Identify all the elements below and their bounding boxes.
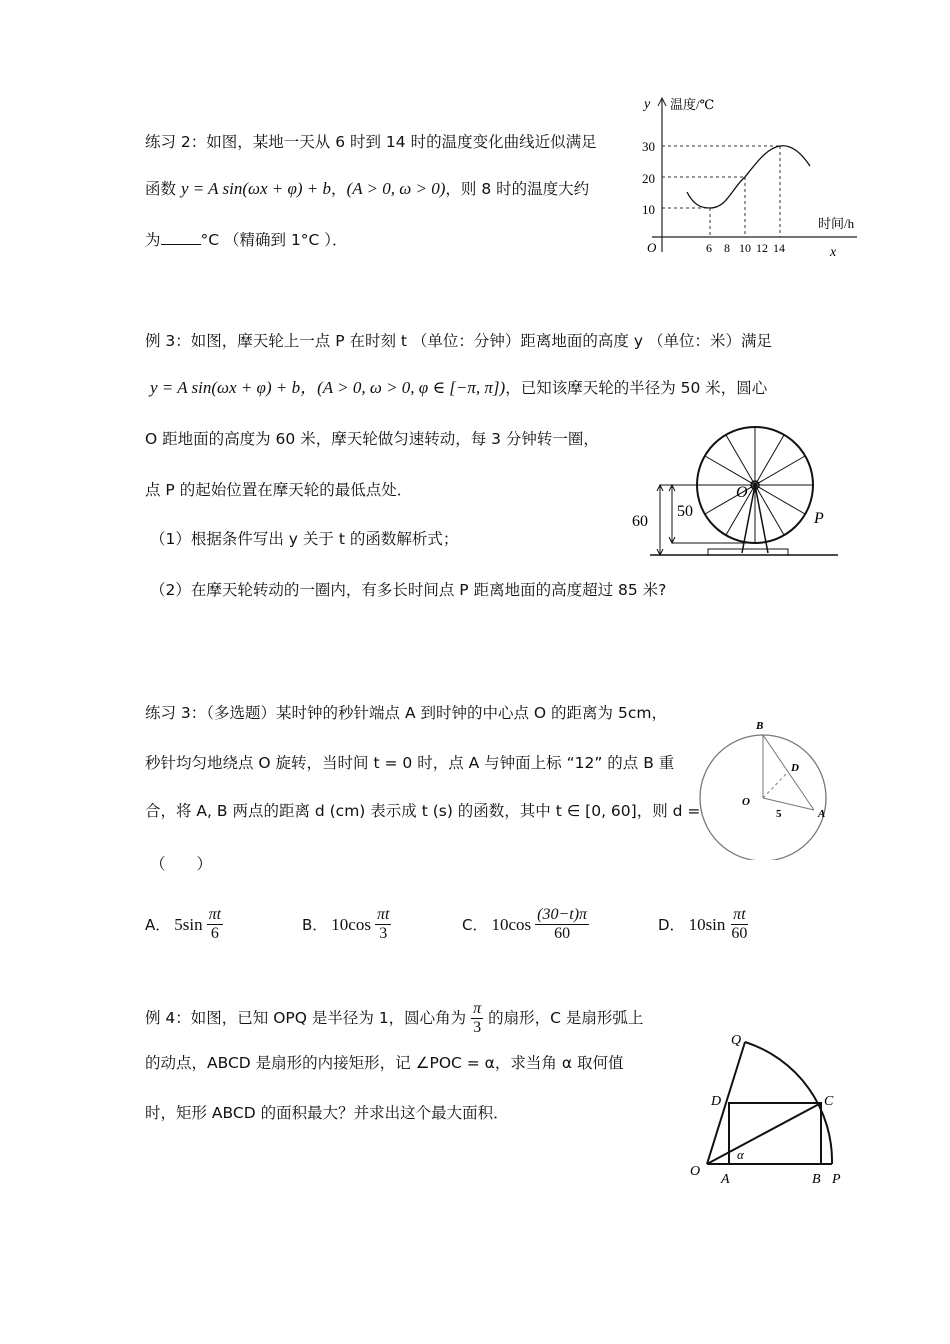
angle-alpha-label: α: [737, 1147, 744, 1162]
ex2-line-3: [145, 229, 348, 251]
ex4-line-3: 时，矩形 ABCD 的面积最大？并求出这个最大面积．: [145, 1104, 509, 1122]
center-label: O: [736, 484, 748, 501]
segment-ab: [763, 735, 814, 810]
segment-oa: [763, 798, 814, 810]
ex3-condition: ，(A > 0, ω > 0, φ ∈ [−π, π]): [300, 378, 506, 397]
segment-od: [763, 772, 788, 798]
option-a[interactable]: [145, 906, 223, 943]
point-d-label: D: [711, 1094, 722, 1109]
y-axis-label: 温度/℃: [670, 97, 715, 112]
ex2-text-wei: 为: [145, 231, 161, 249]
option-a-label: A．: [145, 915, 171, 934]
x-axis-label: 时间/h: [818, 216, 855, 231]
ex4-angle-fraction: $\frac{\pi}{3}$: [473, 1000, 482, 1036]
guide-lines: [662, 146, 780, 237]
option-d[interactable]: [658, 906, 749, 943]
option-c-coef: 10cos: [491, 914, 532, 934]
option-b-label: B．: [302, 915, 328, 934]
origin-label: O: [647, 240, 657, 255]
ex3-formula: y = A sin(ωx + φ) + b: [150, 378, 301, 397]
point-o-label: O: [690, 1164, 701, 1179]
ex2-formula: y = A sin(ωx + φ) + b: [180, 179, 332, 198]
option-d-coef: 10sin: [688, 914, 726, 934]
ex3-line-2: [150, 377, 767, 399]
point-a-label: A: [721, 1172, 730, 1187]
point-d-label: D: [791, 762, 799, 774]
ex2-condition: (A > 0, ω > 0): [346, 179, 446, 198]
ex2-text-unit: °C （精确到 1°C ）．: [200, 231, 348, 249]
point-b-label: B: [812, 1172, 821, 1187]
y-tick-20: 20: [642, 171, 655, 186]
ex3-line-4: 点 P 的起始位置在摩天轮的最低点处．: [145, 481, 413, 499]
height-50-label: 50: [677, 503, 693, 520]
ex4-line-2: 的动点，ABCD 是扇形的内接矩形，记 ∠POC = α，求当角 α 取何值: [145, 1054, 624, 1072]
point-p-label: P: [814, 510, 824, 527]
height-60-label: 60: [632, 513, 648, 530]
y-axis-symbol: y: [644, 97, 651, 112]
ex2-answer-blank[interactable]: [161, 230, 201, 245]
y-tick-30: 30: [642, 139, 655, 154]
x-tick-14: 14: [773, 241, 785, 255]
pr3-line-2: 秒针均匀地绕点 O 旋转，当时间 t = 0 时，点 A 与钟面上标 “12” 的点 B 重: [145, 754, 675, 772]
option-c[interactable]: [462, 906, 589, 943]
ex4-text-arc: 的扇形，C 是扇形弧上: [488, 1009, 644, 1027]
ex3-text-radius: ，已知该摩天轮的半径为 50 米，圆心: [505, 379, 768, 397]
ex3-line-1: 例 3：如图，摩天轮上一点 P 在时刻 t （单位：分钟）距离地面的高度 y （单位：米）满足: [145, 332, 772, 350]
point-c-label: C: [824, 1094, 834, 1109]
ex4-line-1: [145, 1000, 643, 1037]
clock-figure: [692, 715, 837, 860]
temperature-graph: [632, 92, 872, 262]
option-b-coef: 10cos: [331, 914, 371, 934]
ex4-text-sector: 例 4：如图，已知 OPQ 是半径为 1，圆心角为: [145, 1009, 467, 1027]
ex2-sep: ，: [331, 180, 347, 198]
option-c-label: C．: [462, 915, 488, 934]
option-c-fraction: $\frac{(30-t)\pi}{60}$: [537, 906, 588, 942]
point-o-label: O: [742, 796, 750, 808]
option-a-coef: 5sin: [174, 914, 203, 934]
x-tick-8: 8: [724, 241, 730, 255]
option-b-fraction: $\frac{\pi t}{3}$: [376, 906, 390, 942]
pr3-line-1: 练习 3：（多选题）某时钟的秒针端点 A 到时钟的中心点 O 的距离为 5cm，: [145, 704, 667, 722]
ex2-line-1: 练习 2：如图，某地一天从 6 时到 14 时的温度变化曲线近似满足: [145, 133, 597, 151]
option-d-label: D．: [658, 915, 685, 934]
option-d-fraction: $\frac{\pi t}{60}$: [731, 906, 748, 942]
y-tick-10: 10: [642, 202, 655, 217]
ex3-question-2: （2）在摩天轮转动的一圈内，有多长时间点 P 距离地面的高度超过 85 米?: [150, 581, 667, 599]
x-axis-symbol: x: [830, 245, 837, 260]
point-q-label: Q: [731, 1033, 742, 1048]
option-a-fraction: $\frac{\pi t}{6}$: [208, 906, 222, 942]
x-tick-6: 6: [706, 241, 712, 255]
radius-label: 5: [776, 808, 782, 820]
option-b[interactable]: [302, 906, 391, 943]
point-a-label: A: [818, 808, 826, 820]
ex3-question-1: （1）根据条件写出 y 关于 t 的函数解析式；: [150, 530, 459, 548]
point-p-label: P: [832, 1172, 841, 1187]
ferris-wheel-figure: [630, 425, 845, 565]
pr3-line-4: （ ）: [150, 855, 213, 873]
ex2-line-2: [145, 178, 589, 200]
x-tick-10: 10: [739, 241, 751, 255]
ex2-text-func: 函数: [145, 180, 181, 198]
x-tick-12: 12: [756, 241, 768, 255]
sector-figure: [685, 1025, 850, 1190]
ex3-line-3: O 距地面的高度为 60 米，摩天轮做匀速转动，每 3 分钟转一圈，: [145, 430, 599, 448]
ex2-text-then: ，则 8 时的温度大约: [445, 180, 590, 198]
pr3-line-3: 合，将 A, B 两点的距离 d (cm) 表示成 t (s) 的函数，其中 t ∈ [0, 60]，则 d =: [145, 802, 701, 820]
point-b-label: B: [756, 720, 764, 732]
wheel-base: [708, 549, 788, 555]
